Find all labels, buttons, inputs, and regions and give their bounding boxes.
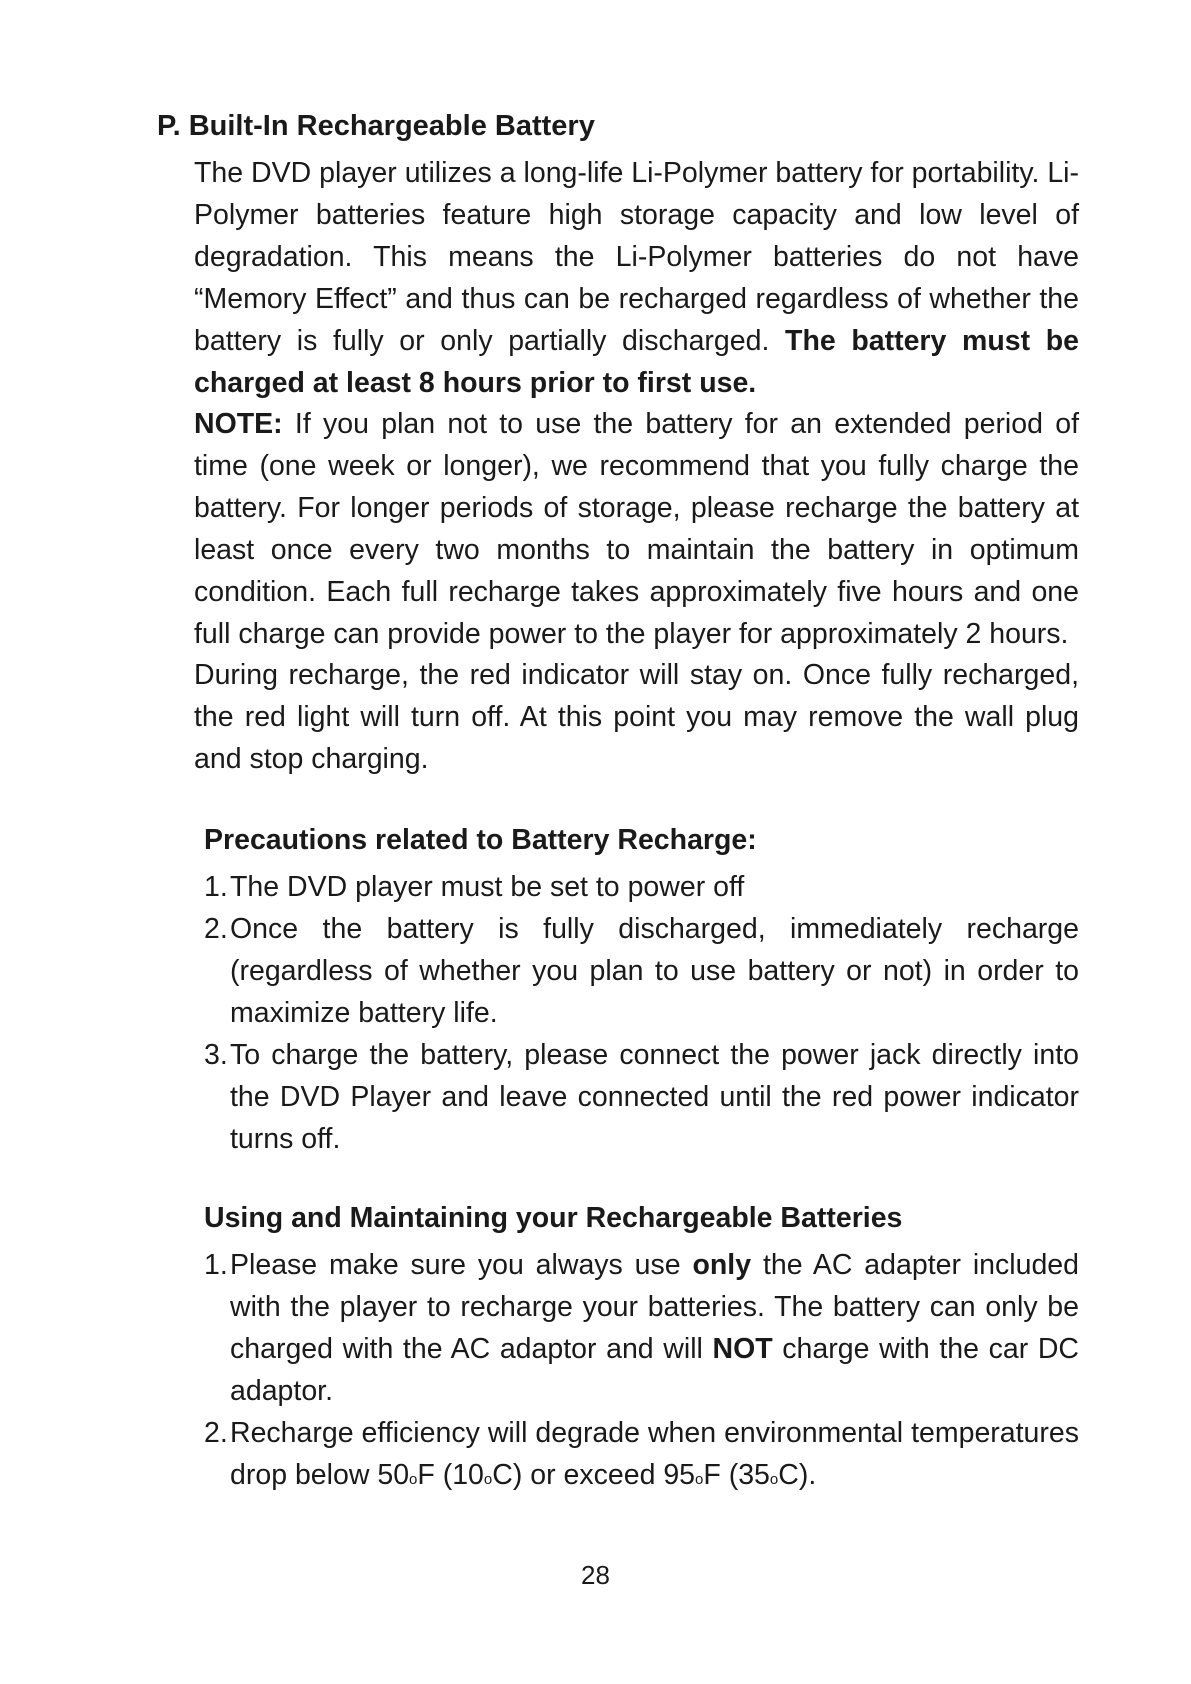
degree-symbol: o bbox=[483, 1471, 493, 1488]
list-item-text: C) or exceed 95 bbox=[492, 1459, 696, 1491]
list-item-text: Recharge efficiency will degrade when environmental temperatures drop below 50 bbox=[230, 1417, 1079, 1491]
list-item bbox=[204, 866, 1079, 908]
intro-bold-warning: The battery must be charged at least 8 hours prior to first use. bbox=[194, 325, 1079, 399]
degree-symbol: o bbox=[695, 1471, 704, 1488]
list-item-number: 2. bbox=[204, 1417, 228, 1449]
list-item bbox=[204, 1244, 1079, 1412]
note-paragraph bbox=[194, 403, 1079, 655]
list-item bbox=[204, 1034, 1079, 1160]
intro-text: The DVD player utilizes a long-life Li-Polymer battery for portability. Li-Polymer batteries feature high storage capacity and low level of degradation. This means the Li-Polymer batteries do not have “Memory Effect” and thus can be recharged regardless of whether the battery is fully or only partially discharged. bbox=[194, 157, 1079, 357]
list-item-text: The DVD player must be set to power off bbox=[230, 871, 745, 903]
list-item-number: 1. bbox=[204, 1249, 228, 1281]
emphasis-only: only bbox=[692, 1249, 752, 1281]
emphasis-not: NOT bbox=[712, 1333, 773, 1365]
list-item-number: 2. bbox=[204, 913, 228, 945]
list-item bbox=[204, 908, 1079, 1034]
intro-paragraph bbox=[194, 152, 1079, 404]
list-item-text: F (35 bbox=[703, 1459, 770, 1491]
list-item-number: 1. bbox=[204, 871, 228, 903]
note-label: NOTE: bbox=[194, 408, 283, 440]
page-number: 28 bbox=[581, 1560, 610, 1590]
precautions-heading: Precautions related to Battery Recharge: bbox=[204, 824, 757, 856]
degree-symbol: o bbox=[769, 1471, 779, 1488]
maintaining-heading: Using and Maintaining your Rechargeable Batteries bbox=[204, 1202, 903, 1234]
list-item-text: Please make sure you always use bbox=[230, 1249, 693, 1281]
list-item-text: F (10 bbox=[417, 1459, 484, 1491]
list-item-text: To charge the battery, please connect the power jack directly into the DVD Player and leave connected until the red power indicator turns off. bbox=[230, 1039, 1079, 1155]
list-item-text: the AC adapter included with the player to recharge your batteries. The battery can only be charged with the AC adaptor and will bbox=[230, 1249, 1079, 1365]
list-item-text: C). bbox=[778, 1459, 817, 1491]
list-item-text: charge with the car DC adaptor. bbox=[230, 1333, 1080, 1407]
list-item-text: Once the battery is fully discharged, immediately recharge (regardless of whether you plan to use battery or not) in order to maximize battery life. bbox=[230, 913, 1079, 1029]
list-item bbox=[204, 1412, 1079, 1496]
degree-symbol: o bbox=[409, 1471, 418, 1488]
maintaining-list bbox=[204, 1244, 1079, 1496]
list-item-number: 3. bbox=[204, 1039, 228, 1071]
section-heading: P. Built-In Rechargeable Battery bbox=[157, 110, 595, 142]
precautions-list bbox=[204, 866, 1079, 1160]
note-text: If you plan not to use the battery for an extended period of time (one week or longer), we recommend that you fully charge the battery. For longer periods of storage, please recharge the battery at least once every two months to maintain the battery in optimum condition. Each full recharge takes approximately five hours and one full charge can provide power to the player for approximately 2 hours. bbox=[194, 408, 1079, 650]
recharge-paragraph: During recharge, the red indicator will stay on. Once fully recharged, the red light will turn off. At this point you may remove the wall plug and stop charging. bbox=[194, 659, 1079, 775]
